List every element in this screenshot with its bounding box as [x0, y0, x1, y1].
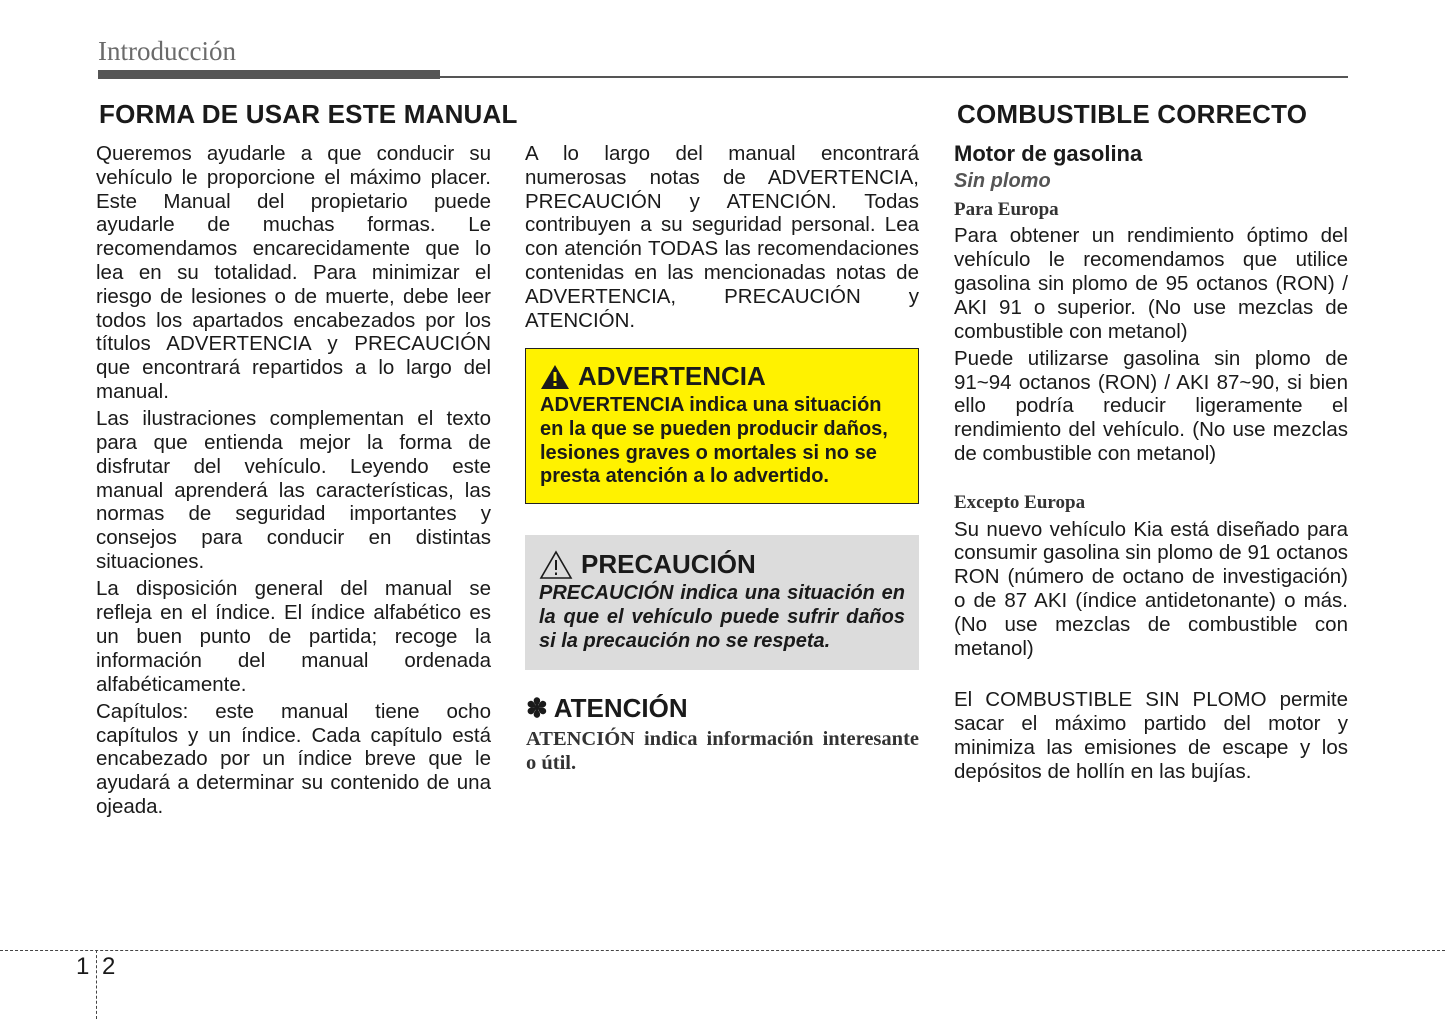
- caution-heading: [539, 549, 905, 580]
- column-fuel: [954, 142, 1348, 787]
- warning-title: ADVERTENCIA: [578, 361, 766, 391]
- chapter-number: 1: [76, 953, 90, 980]
- page-number: 2: [102, 953, 116, 980]
- caution-triangle-icon: [539, 550, 573, 580]
- column-intro: [96, 142, 491, 822]
- paragraph: La disposición general del manual se refleja en el índice. El índice alfabético es un buen punto de partida; recoge la información del manual ordenada alfabéticamente.: [96, 577, 491, 696]
- warning-triangle-icon: [540, 364, 570, 390]
- asterisk-icon: ✽: [526, 693, 548, 723]
- paragraph: Queremos ayudarle a que conducir su vehículo le proporcione el máximo placer. Este Manual del propietario puede ayudarle de muchas formas. Le recomendamos encarecidamente que lo lea en su totalidad. Para minimizar el riesgo de lesiones o de muerte, debe leer todos los apartados encabezados por los títulos ADVERTENCIA y PRECAUCIÓN que encontrará repartidos a lo largo del manual.: [96, 142, 491, 403]
- notice-heading: [526, 693, 688, 724]
- subheading-unleaded: Sin plomo: [954, 169, 1051, 192]
- subheading-gasoline: Motor de gasolina: [954, 141, 1143, 166]
- header-rule-accent: [98, 70, 440, 79]
- footer-divider: [96, 950, 97, 1019]
- caution-title: PRECAUCIÓN: [581, 549, 756, 579]
- heading-except-europe: Excepto Europa: [954, 491, 1086, 513]
- paragraph: Las ilustraciones complementan el texto para que entienda mejor la forma de disfrutar del vehículo. Leyendo este manual aprenderá las características, las normas de seguridad importantes y consejos para conducir en distintas situaciones.: [96, 407, 491, 574]
- column-notes: [525, 142, 919, 336]
- warning-heading: [540, 361, 904, 392]
- paragraph: Puede utilizarse gasolina sin plomo de 91~94 octanos (RON) / AKI 87~90, si bien ello podría reducir ligeramente el rendimiento del vehículo. (No use mezclas de combustible con metanol): [954, 346, 1348, 466]
- running-header: Introducción: [98, 36, 236, 66]
- caution-text: PRECAUCIÓN indica una situación en la que el vehículo puede sufrir daños si la precaución no se respeta.: [539, 582, 905, 652]
- paragraph: Para obtener un rendimiento óptimo del vehículo le recomendamos que utilice gasolina sin plomo de 95 octanos (RON) / AKI 91 o superior. (No use mezclas de combustible con metanol): [954, 224, 1348, 343]
- section-title-manual: FORMA DE USAR ESTE MANUAL: [99, 99, 518, 129]
- paragraph: Capítulos: este manual tiene ocho capítulos y un índice. Cada capítulo está encabezado por un índice breve que le ayudará a determinar su contenido de una ojeada.: [96, 699, 491, 819]
- paragraph: A lo largo del manual encontrará numerosas notas de ADVERTENCIA, PRECAUCIÓN y ATENCIÓN. Todas contribuyen a su seguridad personal. Lea con atención TODAS las recomendaciones contenidas en las mencionadas notas de ADVERTENCIA, PRECAUCIÓN y ATENCIÓN.: [525, 142, 919, 332]
- heading-europe: Para Europa: [954, 198, 1059, 220]
- caution-box: [525, 535, 919, 670]
- warning-box: [525, 348, 919, 504]
- notice-text: ATENCIÓN indica información interesante o útil.: [526, 728, 919, 774]
- warning-text: ADVERTENCIA indica una situación en la que se pueden producir daños, lesiones graves o mortales si no se presta atención a lo advertido.: [540, 394, 888, 488]
- notice-title: ATENCIÓN: [553, 693, 688, 723]
- paragraph: Su nuevo vehículo Kia está diseñado para consumir gasolina sin plomo de 91 octanos RON (número de octano de investigación) o de 87 AKI (índice antidetonante) o más. (No use mezclas de combustible con metanol): [954, 517, 1348, 660]
- paragraph: El COMBUSTIBLE SIN PLOMO permite sacar el máximo partido del motor y minimiza las emisiones de escape y los depósitos de hollín en las bujías.: [954, 688, 1348, 783]
- section-title-fuel: COMBUSTIBLE CORRECTO: [957, 99, 1308, 129]
- footer-rule: [0, 950, 1445, 951]
